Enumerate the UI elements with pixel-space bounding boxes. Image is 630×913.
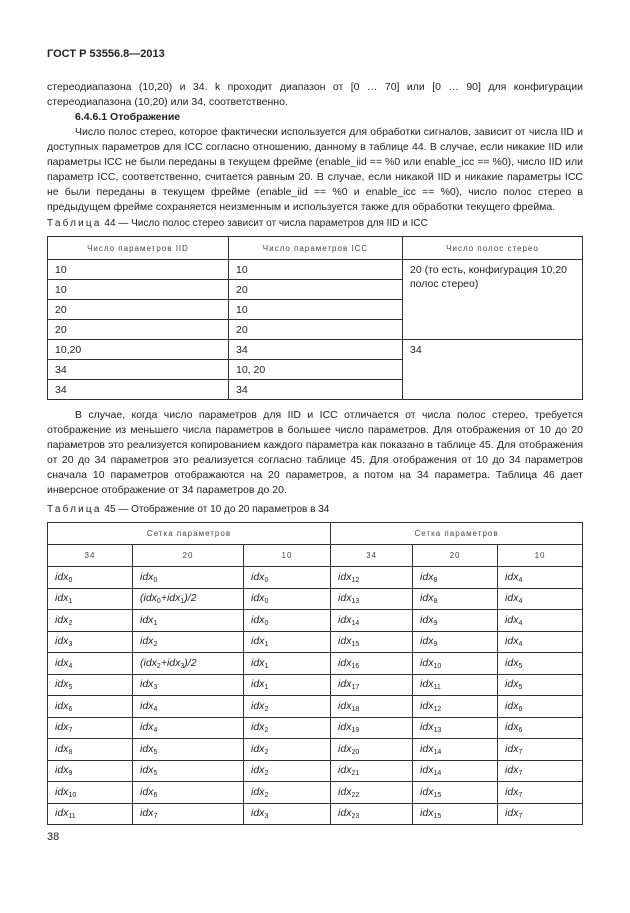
table-cell: idx$_{21}$ [331, 760, 413, 782]
table-row [48, 696, 583, 718]
paragraph-2: В случае, когда число параметров для IID и ICC отличается от числа полос стерео, требуется отображение из меньшего числа параметров в большее число параметров. Для отображения от 10 до 20 параметров это реализуется копированием каждого параметра как показано в таблице 45. Для отображения от 20 до 34 параметров это реализуется согласно таблице 45. Для отображения от 10 до 34 параметров сначала 10 параметров отображаются на 20 параметров, а потом на 34 параметра. Таблица 46 дает инверсное отображение от 34 параметров до 20. [47, 409, 583, 496]
table-cell: idx$_{14}$ [413, 760, 498, 782]
table-cell: idx$_0$ [244, 567, 331, 589]
header-icc: Число параметров ICC [229, 237, 403, 260]
table-45-caption [47, 504, 329, 515]
table-cell: idx$_3$ [48, 631, 133, 653]
table-word: Таблица [47, 218, 102, 229]
table-cell: idx$_5$ [133, 760, 244, 782]
table-cell: idx$_9$ [413, 631, 498, 653]
header-iid: Число параметров IID [48, 237, 229, 260]
table-cell: idx$_4$ [498, 588, 583, 610]
table-cell: idx$_0$ [244, 588, 331, 610]
table-cell: 20 [48, 320, 229, 340]
table-cell: 34 [229, 380, 403, 400]
table-cell: idx$_4$ [48, 653, 133, 675]
table-cell: 34 [48, 380, 229, 400]
table-cell: idx$_4$ [133, 696, 244, 718]
table-row [48, 653, 583, 675]
table-cell: idx$_3$ [244, 803, 331, 825]
table-44-caption [47, 218, 428, 229]
table-row [48, 631, 583, 653]
table-row [48, 739, 583, 761]
table-cell: idx$_{15}$ [331, 631, 413, 653]
table-cell: 20 [229, 280, 403, 300]
table-44 [47, 236, 583, 400]
table-cell: idx$_{12}$ [331, 567, 413, 589]
table-44-caption-text: 44 — Число полос стерео зависит от числа параметров для IID и ICC [104, 218, 428, 229]
table-cell: idx$_4$ [133, 717, 244, 739]
table-word: Таблица [47, 504, 102, 515]
table-cell: 10 [48, 280, 229, 300]
sub-header: 10 [244, 545, 331, 567]
sub-header: 20 [413, 545, 498, 567]
table-cell: idx$_{19}$ [331, 717, 413, 739]
table-cell: idx$_7$ [133, 803, 244, 825]
stereo-bands-cell: 34 [403, 340, 583, 400]
table-cell: idx$_6$ [498, 696, 583, 718]
subsection-title: 6.4.6.1 Отображение [75, 111, 181, 123]
table-cell: idx$_{12}$ [413, 696, 498, 718]
table-cell: (idx$_2$+idx$_3$)/2 [133, 653, 244, 675]
table-row [48, 760, 583, 782]
table-cell: idx$_9$ [48, 760, 133, 782]
table-cell: idx$_8$ [413, 588, 498, 610]
table-cell: idx$_7$ [48, 717, 133, 739]
table-cell: idx$_4$ [498, 567, 583, 589]
table-cell: idx$_5$ [133, 739, 244, 761]
table-cell: 10 [48, 260, 229, 280]
table-cell: 20 [48, 300, 229, 320]
table-cell: idx$_6$ [498, 717, 583, 739]
table-cell: idx$_1$ [244, 653, 331, 675]
table-row [48, 260, 583, 280]
table-cell: idx$_{13}$ [331, 588, 413, 610]
table-cell: idx$_0$ [133, 567, 244, 589]
table-45 [47, 522, 583, 825]
table-cell: idx$_7$ [498, 782, 583, 804]
sub-header: 34 [48, 545, 133, 567]
table-cell: 10,20 [48, 340, 229, 360]
group-header-row [48, 523, 583, 545]
table-cell: idx$_0$ [244, 610, 331, 632]
table-cell: idx$_{18}$ [331, 696, 413, 718]
stereo-bands-cell: 20 (то есть, конфигурация 10,20 полос стерео) [403, 260, 583, 340]
table-cell: idx$_{15}$ [413, 803, 498, 825]
table-cell: 10 [229, 260, 403, 280]
table-cell: idx$_2$ [244, 782, 331, 804]
table-row [48, 340, 583, 360]
sub-header: 34 [331, 545, 413, 567]
table-cell: idx$_2$ [244, 760, 331, 782]
table-cell: idx$_5$ [498, 674, 583, 696]
table-cell: idx$_1$ [244, 631, 331, 653]
table-cell: idx$_2$ [244, 739, 331, 761]
table-cell: idx$_1$ [244, 674, 331, 696]
table-cell: 10, 20 [229, 360, 403, 380]
header-stereo: Число полос стерео [403, 237, 583, 260]
table-cell: idx$_2$ [133, 631, 244, 653]
table-cell: idx$_{11}$ [48, 803, 133, 825]
table-cell: idx$_{20}$ [331, 739, 413, 761]
sub-header: 20 [133, 545, 244, 567]
table-header-row [48, 237, 583, 260]
table-cell: idx$_2$ [244, 717, 331, 739]
table-cell: 34 [48, 360, 229, 380]
table-cell: idx$_8$ [48, 739, 133, 761]
table-cell: (idx$_0$+idx$_1$)/2 [133, 588, 244, 610]
table-cell: idx$_7$ [498, 760, 583, 782]
text-block-2 [47, 408, 583, 498]
table-cell: idx$_{14}$ [331, 610, 413, 632]
document-header: ГОСТ Р 53556.8—2013 [47, 48, 165, 60]
table-cell: idx$_{13}$ [413, 717, 498, 739]
table-cell: idx$_9$ [413, 610, 498, 632]
intro-paragraph: стереодиапазона (10,20) и 34. k проходит диапазон от [0 … 70] или [0 … 90] для конфигурации стереодиапазона (10,20) или 34, соответственно. [47, 81, 583, 108]
table-cell: idx$_0$ [48, 567, 133, 589]
table-cell: idx$_4$ [498, 610, 583, 632]
table-row [48, 588, 583, 610]
table-cell: idx$_4$ [498, 631, 583, 653]
table-cell: 20 [229, 320, 403, 340]
table-row [48, 803, 583, 825]
table-row [48, 674, 583, 696]
table-cell: idx$_{16}$ [331, 653, 413, 675]
table-cell: idx$_{17}$ [331, 674, 413, 696]
table-cell: idx$_5$ [48, 674, 133, 696]
table-cell: idx$_{10}$ [48, 782, 133, 804]
table-cell: idx$_5$ [498, 653, 583, 675]
table-cell: idx$_{11}$ [413, 674, 498, 696]
table-cell: idx$_2$ [244, 696, 331, 718]
table-cell: idx$_1$ [48, 588, 133, 610]
table-row [48, 610, 583, 632]
table-cell: idx$_{15}$ [413, 782, 498, 804]
table-cell: idx$_7$ [498, 739, 583, 761]
table-cell: idx$_7$ [498, 803, 583, 825]
table-45-caption-text: 45 — Отображение от 10 до 20 параметров в 34 [104, 504, 330, 515]
table-cell: idx$_8$ [413, 567, 498, 589]
table-row [48, 567, 583, 589]
table-cell: idx$_{10}$ [413, 653, 498, 675]
table-row [48, 782, 583, 804]
table-cell: idx$_{23}$ [331, 803, 413, 825]
table-cell: 34 [229, 340, 403, 360]
group-header-right: Сетка параметров [331, 523, 583, 545]
sub-header-row [48, 545, 583, 567]
page-number: 38 [47, 831, 60, 843]
text-block-1 [47, 80, 583, 215]
table-cell: idx$_6$ [133, 782, 244, 804]
paragraph-1: Число полос стерео, которое фактически используется для обработки сигналов, зависит от числа IID и доступных параметров для ICC согласно отношению, данному в таблице 44. В случае, если никакие IID или параметры ICC не были переданы в текущем фрейме (enable_iid == %0 или enable_icc == %0), число IID или параметр ICC, соответственно, считается равным 20. В случае, если никакой IID и никакие параметры ICC не были переданы в текущем фрейме (enable_iid == %0 и enable_icc == %0), число полос стерео в предыдущем фрейме сохраняется неизменным и используется также для обработки текущего фрейма. [47, 126, 583, 213]
group-header-left: Сетка параметров [48, 523, 331, 545]
table-cell: idx$_3$ [133, 674, 244, 696]
table-cell: idx$_6$ [48, 696, 133, 718]
table-cell: idx$_{14}$ [413, 739, 498, 761]
table-cell: idx$_{22}$ [331, 782, 413, 804]
table-cell: idx$_2$ [48, 610, 133, 632]
table-row [48, 717, 583, 739]
table-cell: 10 [229, 300, 403, 320]
sub-header: 10 [498, 545, 583, 567]
table-cell: idx$_1$ [133, 610, 244, 632]
